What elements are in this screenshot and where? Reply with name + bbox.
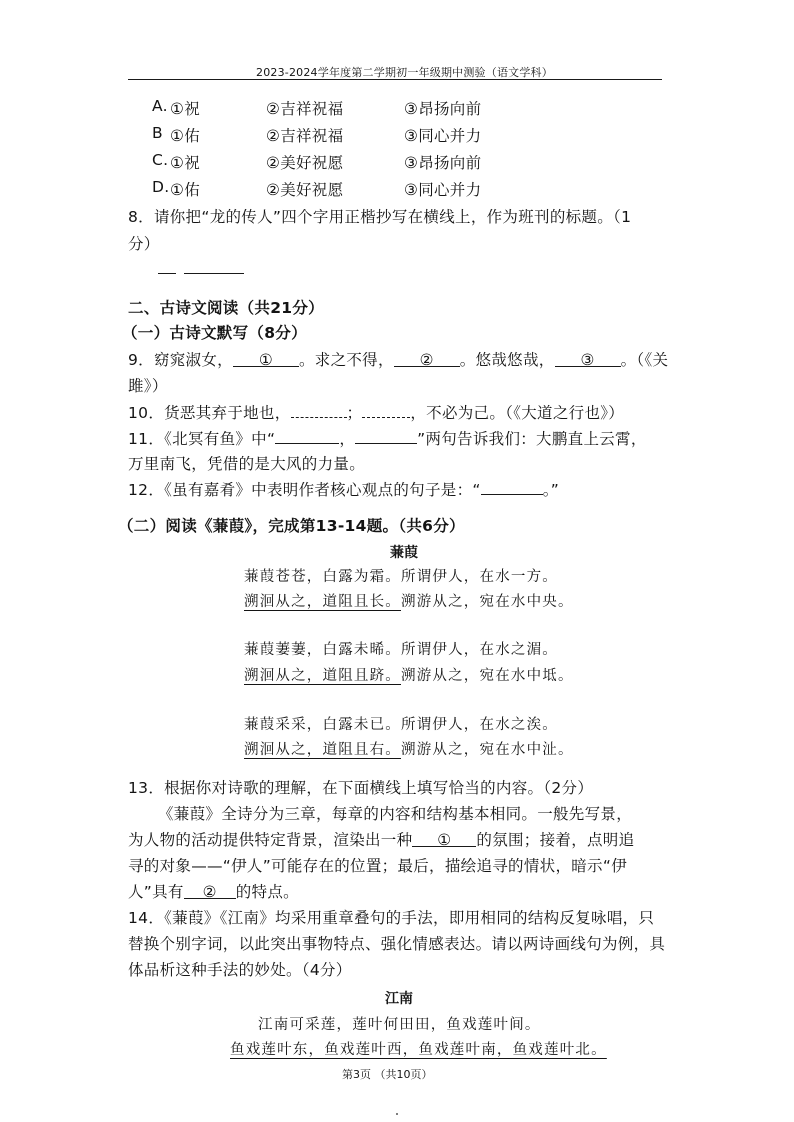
scan-speck bbox=[396, 1113, 398, 1115]
option-choice-1: ①佑 bbox=[170, 181, 200, 199]
q11-blank-2[interactable] bbox=[355, 428, 417, 444]
question-9-cont: 雎》） bbox=[128, 377, 168, 395]
poem-line bbox=[244, 738, 574, 759]
poem-2-title: 江南 bbox=[385, 991, 413, 1007]
underlined-poem-line: 溯洄从之，道阻且跻。 bbox=[244, 668, 401, 684]
q9-blank-2[interactable] bbox=[394, 351, 460, 367]
poem-line-rest: 溯游从之，宛在水中央。 bbox=[401, 594, 574, 610]
q11-text: 11．《北冥有鱼》中“ bbox=[128, 430, 276, 448]
poem-title: 蒹葭 bbox=[390, 545, 418, 561]
q9-text: 。（《关 bbox=[620, 351, 669, 369]
poem-line bbox=[244, 664, 574, 685]
poem-2-line: 江南可采莲，莲叶何田田，鱼戏莲叶间。 bbox=[258, 1017, 541, 1033]
question-14: 14．《蒹葭》《江南》均采用重章叠句的手法，即用相同的结构反复咏唱，只 bbox=[128, 909, 655, 927]
q10-text: ，不必为己。（《大道之行也》） bbox=[410, 404, 625, 422]
q12-text: 12．《虽有嘉肴》中表明作者核心观点的句子是：“ bbox=[128, 481, 481, 499]
question-8-text: 8．请你把“龙的传人”四个字用正楷抄写在横线上，作为班刊的标题。（1 bbox=[128, 208, 632, 226]
underlined-poem-line: 溯洄从之，道阻且右。 bbox=[244, 742, 401, 758]
q11-blank-1[interactable] bbox=[275, 428, 339, 444]
q9-text: 。悠哉悠哉， bbox=[459, 351, 555, 369]
q9-text: 9．窈窕淑女， bbox=[128, 351, 233, 369]
header-rule bbox=[128, 79, 662, 80]
question-13-passage bbox=[128, 828, 634, 850]
question-8-text-cont: 分） bbox=[128, 235, 160, 253]
option-choice-2: ②美好祝愿 bbox=[266, 181, 344, 199]
question-13-passage bbox=[128, 880, 299, 902]
q13-blank-2[interactable] bbox=[184, 883, 236, 899]
q9-blank-1-marker: ① bbox=[258, 351, 274, 369]
q9-blank-3[interactable] bbox=[555, 351, 621, 367]
poem-line-rest: 溯游从之，宛在水中坻。 bbox=[401, 668, 574, 684]
option-choice-3: ③同心并力 bbox=[404, 181, 482, 199]
question-14-cont: 体品析这种手法的妙处。（4分） bbox=[128, 961, 352, 979]
poem-line-rest: 溯游从之，宛在水中沚。 bbox=[401, 742, 574, 758]
option-choice-2: ②美好祝愿 bbox=[266, 154, 344, 172]
question-11-cont: 万里南飞，凭借的是大风的力量。 bbox=[128, 455, 366, 473]
q13-blank-1-marker: ① bbox=[437, 831, 452, 849]
option-letter: D. bbox=[152, 178, 170, 196]
q9-blank-1[interactable] bbox=[233, 351, 299, 367]
q10-blank-1[interactable] bbox=[291, 402, 347, 418]
question-13-passage: 寻的对象——“伊人”可能存在的位置；最后，描绘追寻的情状，暗示“伊 bbox=[128, 857, 627, 875]
poem-line: 蒹葭萋萋，白露未晞。所谓伊人，在水之湄。 bbox=[244, 642, 558, 658]
q13-text: 人”具有 bbox=[128, 883, 184, 901]
poem-line: 蒹葭采采，白露未已。所谓伊人，在水之涘。 bbox=[244, 717, 558, 733]
q11-text: ”两句告诉我们：大鹏直上云霄， bbox=[417, 430, 647, 448]
option-choice-2: ②吉祥祝福 bbox=[266, 100, 344, 118]
option-choice-1: ①祝 bbox=[170, 100, 200, 118]
section-2-title: 二、古诗文阅读（共21分） bbox=[128, 299, 324, 317]
q9-blank-2-marker: ② bbox=[419, 351, 434, 369]
q9-blank-3-marker: ③ bbox=[580, 351, 595, 369]
poem-line bbox=[244, 590, 574, 611]
q11-text: ， bbox=[339, 430, 356, 448]
option-choice-2: ②吉祥祝福 bbox=[266, 127, 344, 145]
q8-answer-line[interactable] bbox=[184, 273, 244, 274]
question-12 bbox=[128, 478, 559, 500]
question-10 bbox=[128, 401, 624, 423]
option-choice-3: ③同心并力 bbox=[404, 127, 482, 145]
page-footer: 第3页 （共10页） bbox=[342, 1068, 433, 1081]
q13-blank-2-marker: ② bbox=[202, 883, 217, 901]
question-13: 13．根据你对诗歌的理解，在下面横线上填写恰当的内容。（2分） bbox=[128, 779, 594, 797]
q10-blank-2[interactable] bbox=[362, 402, 410, 418]
option-choice-3: ③昂扬向前 bbox=[404, 154, 482, 172]
option-choice-1: ①佑 bbox=[170, 127, 200, 145]
option-choice-1: ①祝 bbox=[170, 154, 200, 172]
q8-answer-line-short[interactable] bbox=[158, 273, 176, 274]
q12-blank[interactable] bbox=[481, 479, 543, 495]
q13-text: 的氛围；接着，点明追 bbox=[476, 831, 635, 849]
subsection-1-title: （一）古诗文默写（8分） bbox=[122, 324, 307, 342]
poem-2-underlined-line: 鱼戏莲叶东，鱼戏莲叶西，鱼戏莲叶南，鱼戏莲叶北。 bbox=[230, 1042, 607, 1058]
question-13-passage: 《蒹葭》全诗分为三章，每章的内容和结构基本相同。一般先写景， bbox=[158, 805, 633, 823]
question-9 bbox=[128, 348, 668, 370]
q9-text: 。求之不得， bbox=[298, 351, 394, 369]
question-14-cont: 替换个别字词，以此突出事物特点、强化情感表达。请以两诗画线句为例，具 bbox=[128, 935, 666, 953]
q13-blank-1[interactable] bbox=[412, 831, 476, 847]
poem-line: 蒹葭苍苍，白露为霜。所谓伊人，在水一方。 bbox=[244, 569, 558, 585]
q13-text: 为人物的活动提供特定背景，渲染出一种 bbox=[128, 831, 413, 849]
option-letter: A. bbox=[152, 97, 168, 115]
q13-text: 的特点。 bbox=[235, 883, 299, 901]
question-11 bbox=[128, 427, 647, 449]
q12-text: 。” bbox=[542, 481, 560, 499]
option-letter: B bbox=[152, 124, 163, 142]
option-choice-3: ③昂扬向前 bbox=[404, 100, 482, 118]
exam-header-title: 2023-2024学年度第二学期初一年级期中测验（语文学科） bbox=[256, 66, 553, 79]
q10-text: ； bbox=[346, 404, 363, 422]
subsection-2-title: （二）阅读《蒹葭》，完成第13-14题。（共6分） bbox=[118, 517, 465, 535]
option-letter: C. bbox=[152, 151, 169, 169]
underlined-poem-line: 溯洄从之，道阻且长。 bbox=[244, 594, 401, 610]
q10-text: 10．货恶其弃于地也， bbox=[128, 404, 291, 422]
